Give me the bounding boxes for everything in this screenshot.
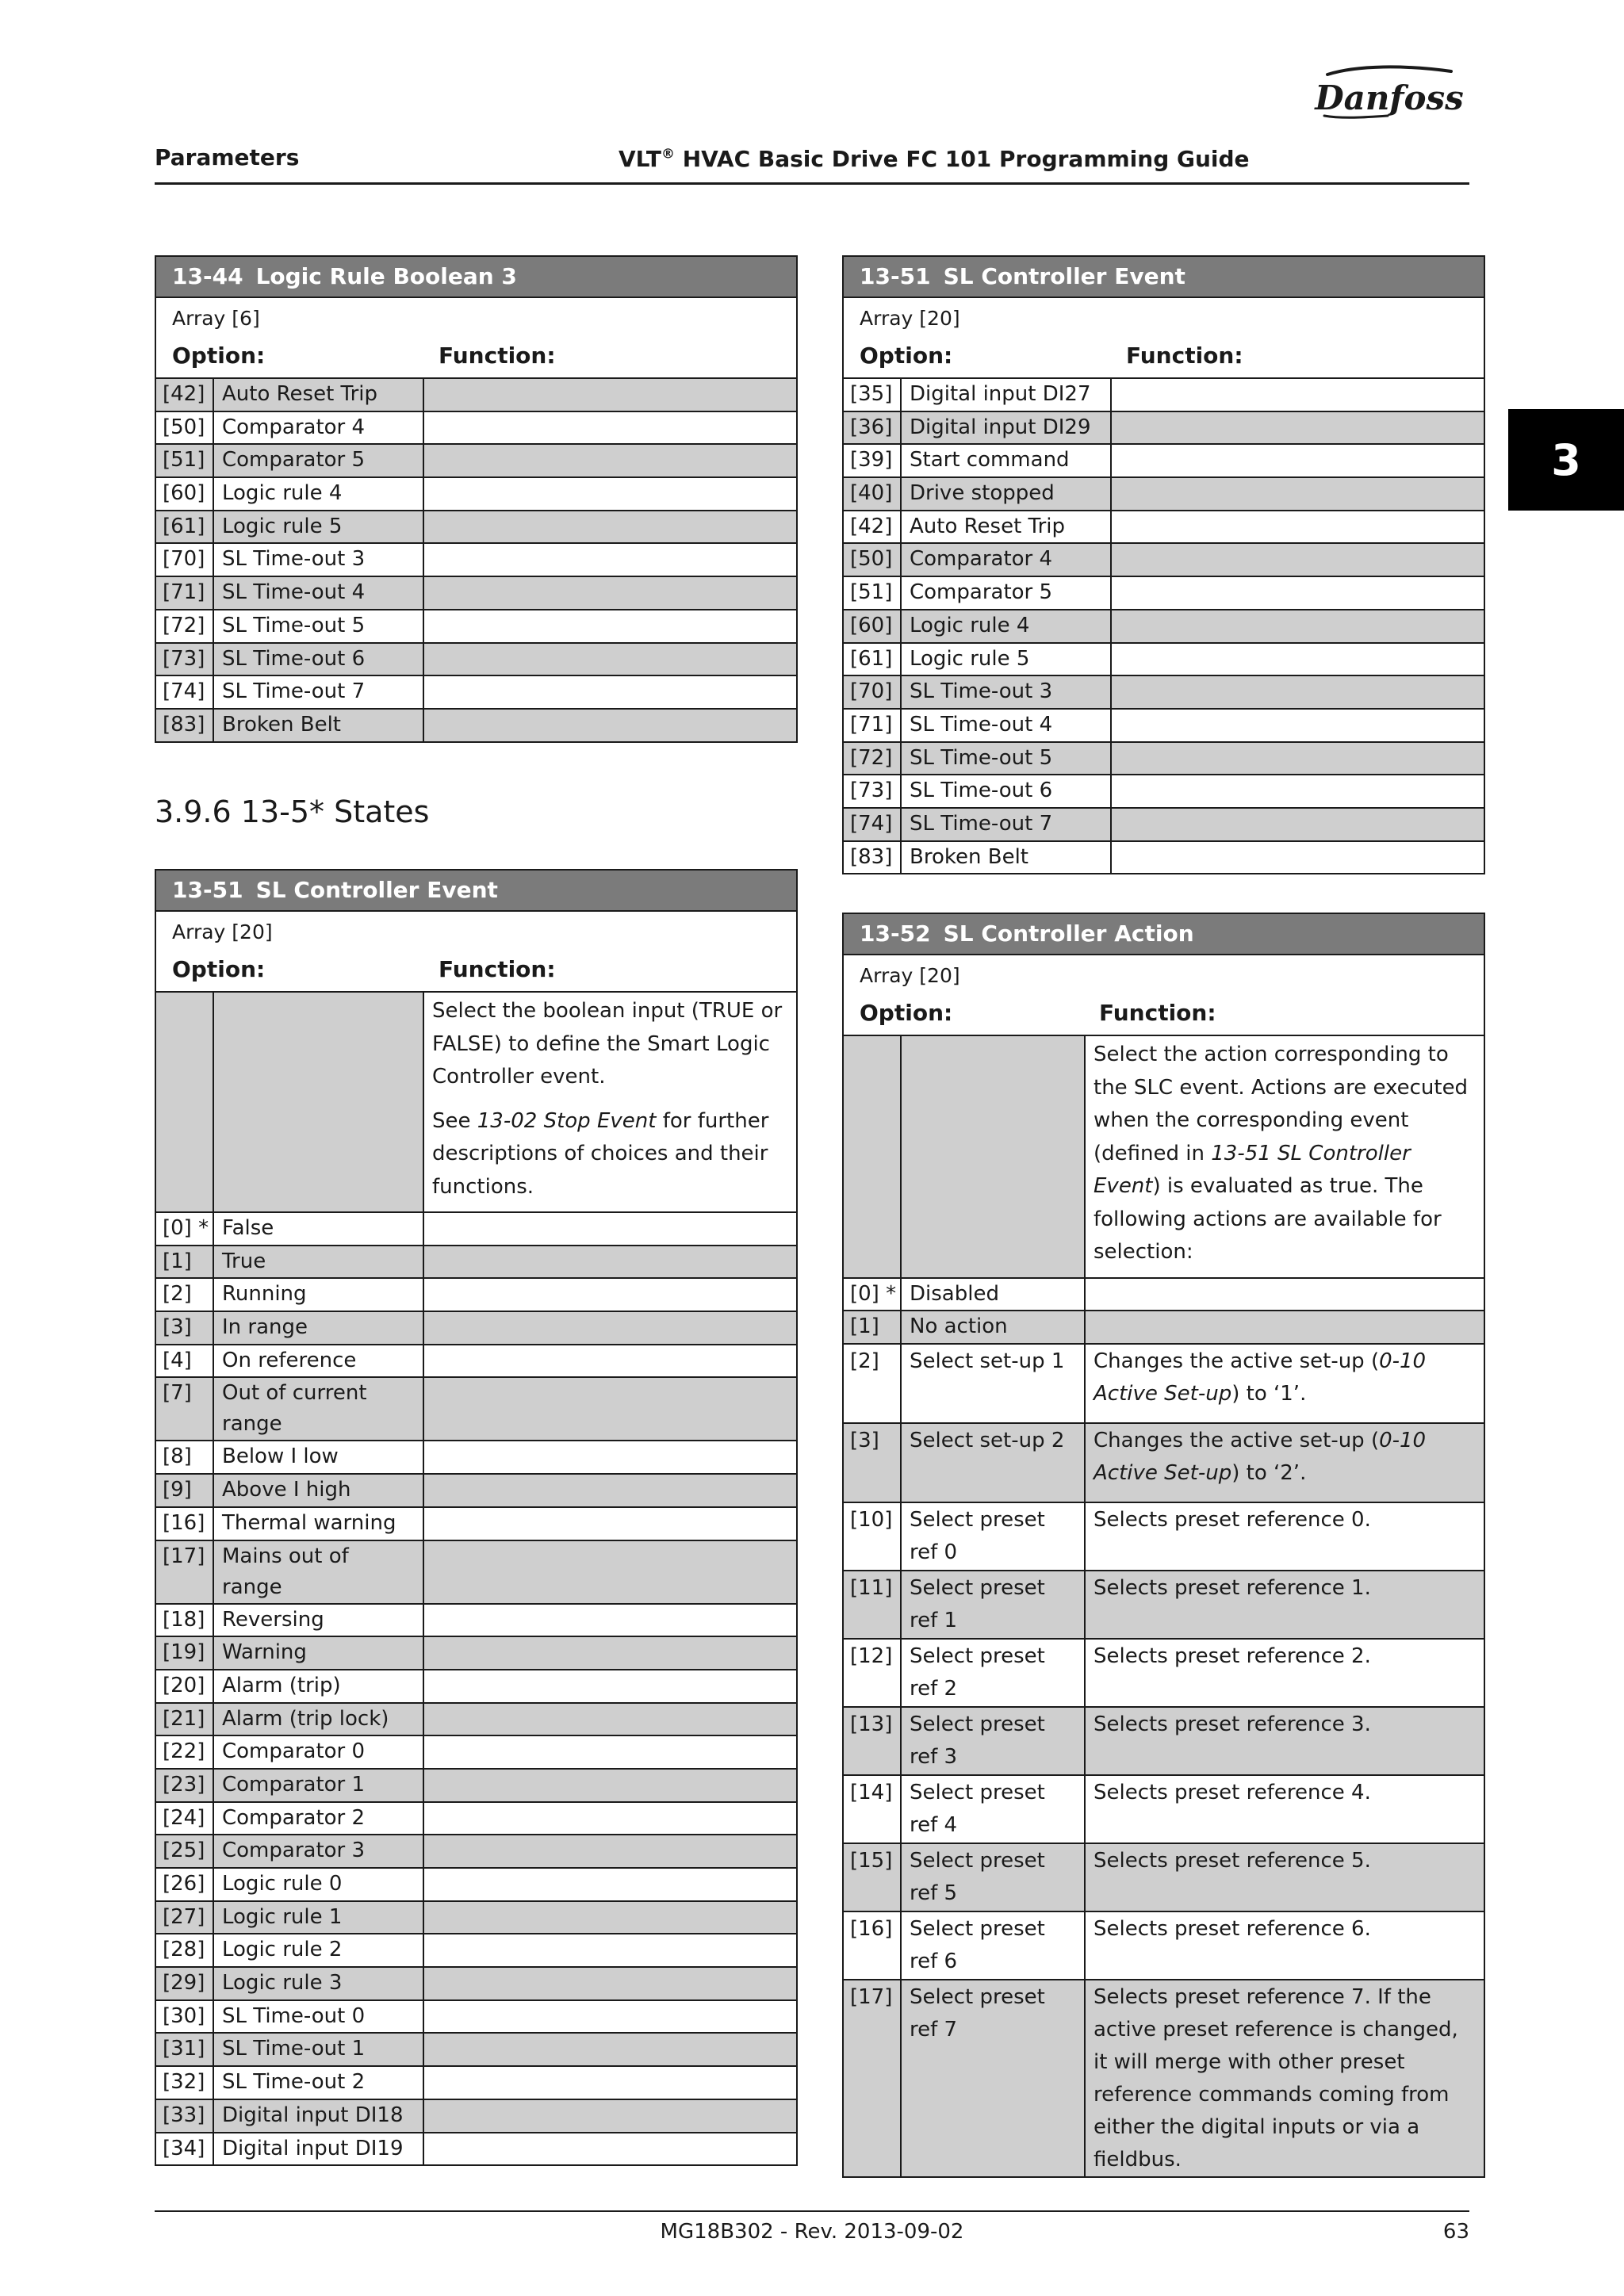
option-code: [10]	[844, 1502, 901, 1571]
param-array: Array [6]	[172, 307, 260, 330]
description-row	[156, 993, 796, 1212]
table-row	[156, 411, 796, 445]
option-function	[423, 1735, 796, 1769]
option-function-header: Option: Function:	[156, 951, 796, 993]
table-row	[844, 1911, 1484, 1980]
table-row	[844, 543, 1484, 576]
table-row	[844, 775, 1484, 808]
param-13-52	[842, 913, 1485, 2178]
option-function	[1111, 411, 1484, 445]
option-label: SL Time-out 6	[213, 643, 423, 676]
option-label: SL Time-out 3	[213, 543, 423, 576]
option-function: Selects preset reference 4.	[1085, 1775, 1484, 1843]
option-label: Select set-up 2	[901, 1423, 1085, 1502]
option-function	[1111, 543, 1484, 576]
option-function: Changes the active set-up (0-10 Active Set-up) to ‘2’.	[1085, 1423, 1484, 1502]
option-code: [25]	[156, 1835, 213, 1868]
option-label: Alarm (trip lock)	[213, 1703, 423, 1736]
table-row	[156, 1246, 796, 1279]
option-label: Digital input DI29	[901, 411, 1111, 445]
option-code: [17]	[844, 1980, 901, 2176]
option-code: [51]	[156, 444, 213, 477]
option-code: [42]	[844, 511, 901, 544]
option-function	[423, 1278, 796, 1311]
option-label: Select preset ref 7	[901, 1980, 1085, 2176]
option-function	[423, 610, 796, 643]
option-code: [23]	[156, 1769, 213, 1802]
table-row	[156, 643, 796, 676]
option-code: [28]	[156, 1934, 213, 1967]
option-label: SL Time-out 1	[213, 2033, 423, 2066]
table-row	[156, 576, 796, 610]
option-code: [26]	[156, 1868, 213, 1901]
option-label: Select preset ref 2	[901, 1639, 1085, 1707]
option-label: Above I high	[213, 1474, 423, 1507]
xref-link[interactable]: 0-10 Active Set-up	[1094, 1349, 1427, 1406]
option-code: [34]	[156, 2133, 213, 2165]
option-code: [24]	[156, 1802, 213, 1835]
option-label: Digital input DI18	[213, 2099, 423, 2133]
option-label: True	[213, 1246, 423, 1279]
table-row	[844, 1980, 1484, 2176]
option-label: No action	[901, 1311, 1085, 1344]
logo-text: Danfoss	[1315, 78, 1464, 117]
option-label: Logic rule 1	[213, 1901, 423, 1934]
table-row	[156, 1769, 796, 1802]
param-13-44	[155, 255, 798, 743]
option-label: False	[213, 1212, 423, 1246]
table-row	[844, 1775, 1484, 1843]
param-array: Array [20]	[172, 920, 273, 943]
option-label: Below I low	[213, 1441, 423, 1474]
option-function	[423, 1212, 796, 1246]
option-label: Logic rule 4	[901, 610, 1111, 643]
option-function	[423, 379, 796, 411]
option-code: [17]	[156, 1540, 213, 1604]
option-label: In range	[213, 1311, 423, 1345]
option-code: [2]	[156, 1278, 213, 1311]
option-code: [70]	[156, 543, 213, 576]
option-function	[423, 1934, 796, 1967]
option-code: [50]	[844, 543, 901, 576]
option-function	[423, 411, 796, 445]
option-label: Select preset ref 4	[901, 1775, 1085, 1843]
option-function	[423, 543, 796, 576]
option-code: [33]	[156, 2099, 213, 2133]
option-label: Select preset ref 3	[901, 1707, 1085, 1775]
table-row	[156, 2033, 796, 2066]
option-code: [83]	[156, 709, 213, 741]
section-heading: 3.9.6 13-5* States	[155, 794, 430, 829]
option-code: [0] *	[156, 1212, 213, 1246]
option-function	[1111, 511, 1484, 544]
option-label: Select preset ref 1	[901, 1571, 1085, 1639]
option-code: [1]	[844, 1311, 901, 1344]
option-code: [14]	[844, 1775, 901, 1843]
description: Select the action corresponding to the SLC event. Actions are executed when the corresponding event (defined in 13-51 SL Controller Event) is evaluated as true. The following actions are available for selection:	[1094, 1043, 1469, 1264]
option-label: Comparator 1	[213, 1769, 423, 1802]
table-row	[844, 379, 1484, 411]
table-row	[156, 511, 796, 544]
option-function	[423, 2000, 796, 2034]
table-row	[156, 543, 796, 576]
table-row	[844, 841, 1484, 874]
table-row	[156, 1802, 796, 1835]
option-function	[423, 1868, 796, 1901]
option-code: [73]	[844, 775, 901, 808]
option-function	[423, 1345, 796, 1378]
option-code: [40]	[844, 477, 901, 511]
option-function	[1111, 808, 1484, 841]
option-code: [19]	[156, 1636, 213, 1670]
table-row	[156, 709, 796, 741]
option-label: Comparator 5	[213, 444, 423, 477]
option-function	[1111, 742, 1484, 775]
table-row	[156, 1967, 796, 2000]
option-function-header: Option: Function:	[844, 338, 1484, 379]
table-row	[844, 610, 1484, 643]
table-row	[844, 1423, 1484, 1502]
footer-rule	[155, 2210, 1469, 2212]
option-function: Selects preset reference 1.	[1085, 1571, 1484, 1639]
option-label: SL Time-out 7	[213, 675, 423, 709]
table-row	[844, 411, 1484, 445]
option-function	[423, 1377, 796, 1441]
option-code: [1]	[156, 1246, 213, 1279]
param-array: Array [20]	[860, 964, 960, 987]
xref-link[interactable]: 13-02 Stop Event	[477, 1108, 657, 1133]
option-label: Logic rule 2	[213, 1934, 423, 1967]
option-function: Selects preset reference 6.	[1085, 1911, 1484, 1980]
option-function	[423, 2033, 796, 2066]
options-table	[844, 379, 1484, 873]
table-row	[156, 1735, 796, 1769]
table-row	[844, 511, 1484, 544]
param-13-51	[155, 869, 798, 2166]
table-row	[156, 1901, 796, 1934]
option-code: [50]	[156, 411, 213, 445]
option-code: [73]	[156, 643, 213, 676]
option-label: Comparator 2	[213, 1802, 423, 1835]
option-label: SL Time-out 4	[213, 576, 423, 610]
option-function-header: Option: Function:	[844, 995, 1484, 1036]
table-row	[844, 1344, 1484, 1423]
option-function: Selects preset reference 5.	[1085, 1843, 1484, 1911]
table-row	[156, 1868, 796, 1901]
option-function	[423, 1802, 796, 1835]
header-section: Parameters	[155, 144, 300, 170]
table-row	[844, 675, 1484, 709]
option-code: [16]	[156, 1507, 213, 1540]
option-code: [31]	[156, 2033, 213, 2066]
option-code: [71]	[844, 709, 901, 742]
chapter-tab: 3	[1508, 409, 1624, 511]
option-label: Warning	[213, 1636, 423, 1670]
table-row	[844, 742, 1484, 775]
header-rule	[155, 182, 1469, 185]
table-row	[844, 1311, 1484, 1344]
option-code: [2]	[844, 1344, 901, 1423]
option-code: [72]	[156, 610, 213, 643]
option-function	[1111, 841, 1484, 874]
option-function	[423, 1604, 796, 1637]
table-row	[156, 1212, 796, 1246]
option-function-header: Option: Function:	[156, 338, 796, 379]
option-code: [27]	[156, 1901, 213, 1934]
option-function	[423, 2066, 796, 2099]
option-label: Disabled	[901, 1278, 1085, 1311]
table-row	[156, 1703, 796, 1736]
description-row	[844, 1036, 1484, 1278]
option-label: Comparator 4	[213, 411, 423, 445]
option-function	[423, 1967, 796, 2000]
table-row	[156, 1345, 796, 1378]
option-function	[1111, 675, 1484, 709]
option-label: SL Time-out 0	[213, 2000, 423, 2034]
table-row	[156, 675, 796, 709]
option-function	[423, 1311, 796, 1345]
option-code: [0] *	[844, 1278, 901, 1311]
option-code: [12]	[844, 1639, 901, 1707]
option-code: [7]	[156, 1377, 213, 1441]
option-label: Thermal warning	[213, 1507, 423, 1540]
table-row	[844, 444, 1484, 477]
option-label: Drive stopped	[901, 477, 1111, 511]
option-code: [60]	[844, 610, 901, 643]
option-code: [20]	[156, 1670, 213, 1703]
param-header: 13-51 SL Controller Event	[844, 257, 1484, 298]
option-code: [18]	[156, 1604, 213, 1637]
option-label: SL Time-out 7	[901, 808, 1111, 841]
option-label: Logic rule 0	[213, 1868, 423, 1901]
option-label: Comparator 0	[213, 1735, 423, 1769]
option-function	[423, 2133, 796, 2165]
option-function	[1085, 1311, 1484, 1344]
option-code: [15]	[844, 1843, 901, 1911]
table-row	[156, 1278, 796, 1311]
table-row	[844, 709, 1484, 742]
option-function: Selects preset reference 7. If the active preset reference is changed, it will merge with other preset reference commands coming from either the digital inputs or via a fieldbus.	[1085, 1980, 1484, 2176]
option-label: SL Time-out 5	[213, 610, 423, 643]
option-code: [74]	[844, 808, 901, 841]
table-row	[156, 2099, 796, 2133]
option-function	[423, 709, 796, 741]
table-row	[156, 379, 796, 411]
option-code: [32]	[156, 2066, 213, 2099]
danfoss-logo	[1310, 60, 1469, 124]
param-array: Array [20]	[860, 307, 960, 330]
description: Select the boolean input (TRUE or FALSE) to define the Smart Logic Controller event.	[432, 999, 783, 1089]
table-row	[156, 1835, 796, 1868]
option-code: [9]	[156, 1474, 213, 1507]
option-code: [61]	[156, 511, 213, 544]
table-row	[844, 1639, 1484, 1707]
option-function	[423, 511, 796, 544]
option-function	[423, 1769, 796, 1802]
options-table	[844, 1036, 1484, 2176]
option-code: [21]	[156, 1703, 213, 1736]
option-label: Auto Reset Trip	[901, 511, 1111, 544]
param-header: 13-52 SL Controller Action	[844, 914, 1484, 955]
param-header: 13-51 SL Controller Event	[156, 871, 796, 912]
option-function	[1111, 477, 1484, 511]
option-label: Alarm (trip)	[213, 1670, 423, 1703]
option-code: [11]	[844, 1571, 901, 1639]
xref-link[interactable]: 13-51 SL Controller Event	[1094, 1141, 1411, 1198]
option-code: [61]	[844, 643, 901, 676]
option-label: Logic rule 3	[213, 1967, 423, 2000]
option-code: [60]	[156, 477, 213, 511]
option-function	[1111, 709, 1484, 742]
option-code: [3]	[156, 1311, 213, 1345]
table-row	[156, 610, 796, 643]
option-function	[1111, 643, 1484, 676]
option-function: Changes the active set-up (0-10 Active Set-up) to ‘1’.	[1085, 1344, 1484, 1423]
option-function	[423, 1835, 796, 1868]
option-function	[1111, 775, 1484, 808]
option-label: Comparator 3	[213, 1835, 423, 1868]
table-row	[156, 1474, 796, 1507]
table-row	[844, 1707, 1484, 1775]
option-code: [4]	[156, 1345, 213, 1378]
table-row	[156, 1934, 796, 1967]
table-row	[156, 1604, 796, 1637]
table-row	[844, 643, 1484, 676]
options-table	[156, 379, 796, 741]
param-13-51-cont	[842, 255, 1485, 874]
option-label: Broken Belt	[213, 709, 423, 741]
option-function: Selects preset reference 3.	[1085, 1707, 1484, 1775]
option-function	[423, 1901, 796, 1934]
table-row	[156, 1507, 796, 1540]
table-row	[156, 1311, 796, 1345]
header-title: VLT® HVAC Basic Drive FC 101 Programming Guide	[619, 146, 1250, 172]
option-label: Comparator 4	[901, 543, 1111, 576]
option-function	[423, 1636, 796, 1670]
option-function	[423, 1246, 796, 1279]
table-row	[156, 2133, 796, 2165]
option-function: Selects preset reference 2.	[1085, 1639, 1484, 1707]
option-code: [83]	[844, 841, 901, 874]
option-label: SL Time-out 4	[901, 709, 1111, 742]
option-code: [71]	[156, 576, 213, 610]
page-number: 63	[1442, 2220, 1469, 2244]
option-label: SL Time-out 2	[213, 2066, 423, 2099]
option-label: Digital input DI27	[901, 379, 1111, 411]
options-table	[156, 993, 796, 2164]
option-code: [74]	[156, 675, 213, 709]
table-row	[844, 477, 1484, 511]
xref-link[interactable]: 0-10 Active Set-up	[1094, 1428, 1427, 1485]
option-label: Running	[213, 1278, 423, 1311]
option-label: Start command	[901, 444, 1111, 477]
table-row	[156, 444, 796, 477]
option-function	[1085, 1278, 1484, 1311]
table-row	[156, 1377, 796, 1441]
table-row	[844, 1843, 1484, 1911]
option-code: [3]	[844, 1423, 901, 1502]
option-label: SL Time-out 6	[901, 775, 1111, 808]
option-function	[423, 675, 796, 709]
table-row	[844, 1571, 1484, 1639]
option-function	[423, 444, 796, 477]
description-see: See 13-02 Stop Event for further descriptions of choices and their functions.	[432, 1108, 769, 1199]
table-row	[844, 1502, 1484, 1571]
table-row	[156, 2066, 796, 2099]
table-row	[844, 576, 1484, 610]
option-function	[423, 1670, 796, 1703]
option-function	[1111, 444, 1484, 477]
option-function	[423, 1474, 796, 1507]
option-function	[423, 1507, 796, 1540]
option-function	[423, 1703, 796, 1736]
option-code: [51]	[844, 576, 901, 610]
option-label: Select preset ref 5	[901, 1843, 1085, 1911]
option-label: Mains out of range	[213, 1540, 423, 1604]
option-label: SL Time-out 5	[901, 742, 1111, 775]
option-code: [22]	[156, 1735, 213, 1769]
option-label: SL Time-out 3	[901, 675, 1111, 709]
option-function	[423, 2099, 796, 2133]
table-row	[156, 1441, 796, 1474]
option-function	[423, 576, 796, 610]
option-code: [8]	[156, 1441, 213, 1474]
option-code: [13]	[844, 1707, 901, 1775]
option-function	[423, 477, 796, 511]
option-function	[1111, 379, 1484, 411]
option-code: [70]	[844, 675, 901, 709]
option-label: Select set-up 1	[901, 1344, 1085, 1423]
option-code: [16]	[844, 1911, 901, 1980]
option-code: [39]	[844, 444, 901, 477]
option-label: Digital input DI19	[213, 2133, 423, 2165]
table-row	[156, 1636, 796, 1670]
option-function	[423, 1540, 796, 1604]
option-code: [29]	[156, 1967, 213, 2000]
option-label: Out of current range	[213, 1377, 423, 1441]
table-row	[156, 2000, 796, 2034]
option-function	[1111, 576, 1484, 610]
table-row	[156, 1670, 796, 1703]
table-row	[156, 477, 796, 511]
option-label: Select preset ref 6	[901, 1911, 1085, 1980]
footer-doc-id: MG18B302 - Rev. 2013-09-02	[660, 2220, 964, 2244]
option-code: [30]	[156, 2000, 213, 2034]
option-code: [42]	[156, 379, 213, 411]
option-label: Select preset ref 0	[901, 1502, 1085, 1571]
table-row	[844, 808, 1484, 841]
table-row	[156, 1540, 796, 1604]
param-header: 13-44 Logic Rule Boolean 3	[156, 257, 796, 298]
option-function	[423, 643, 796, 676]
option-label: Comparator 5	[901, 576, 1111, 610]
option-function	[423, 1441, 796, 1474]
option-label: Logic rule 5	[213, 511, 423, 544]
option-label: Broken Belt	[901, 841, 1111, 874]
option-label: Logic rule 4	[213, 477, 423, 511]
option-function: Selects preset reference 0.	[1085, 1502, 1484, 1571]
option-label: Reversing	[213, 1604, 423, 1637]
option-function	[1111, 610, 1484, 643]
option-label: On reference	[213, 1345, 423, 1378]
option-code: [35]	[844, 379, 901, 411]
option-code: [72]	[844, 742, 901, 775]
table-row	[844, 1278, 1484, 1311]
option-code: [36]	[844, 411, 901, 445]
option-label: Auto Reset Trip	[213, 379, 423, 411]
option-label: Logic rule 5	[901, 643, 1111, 676]
